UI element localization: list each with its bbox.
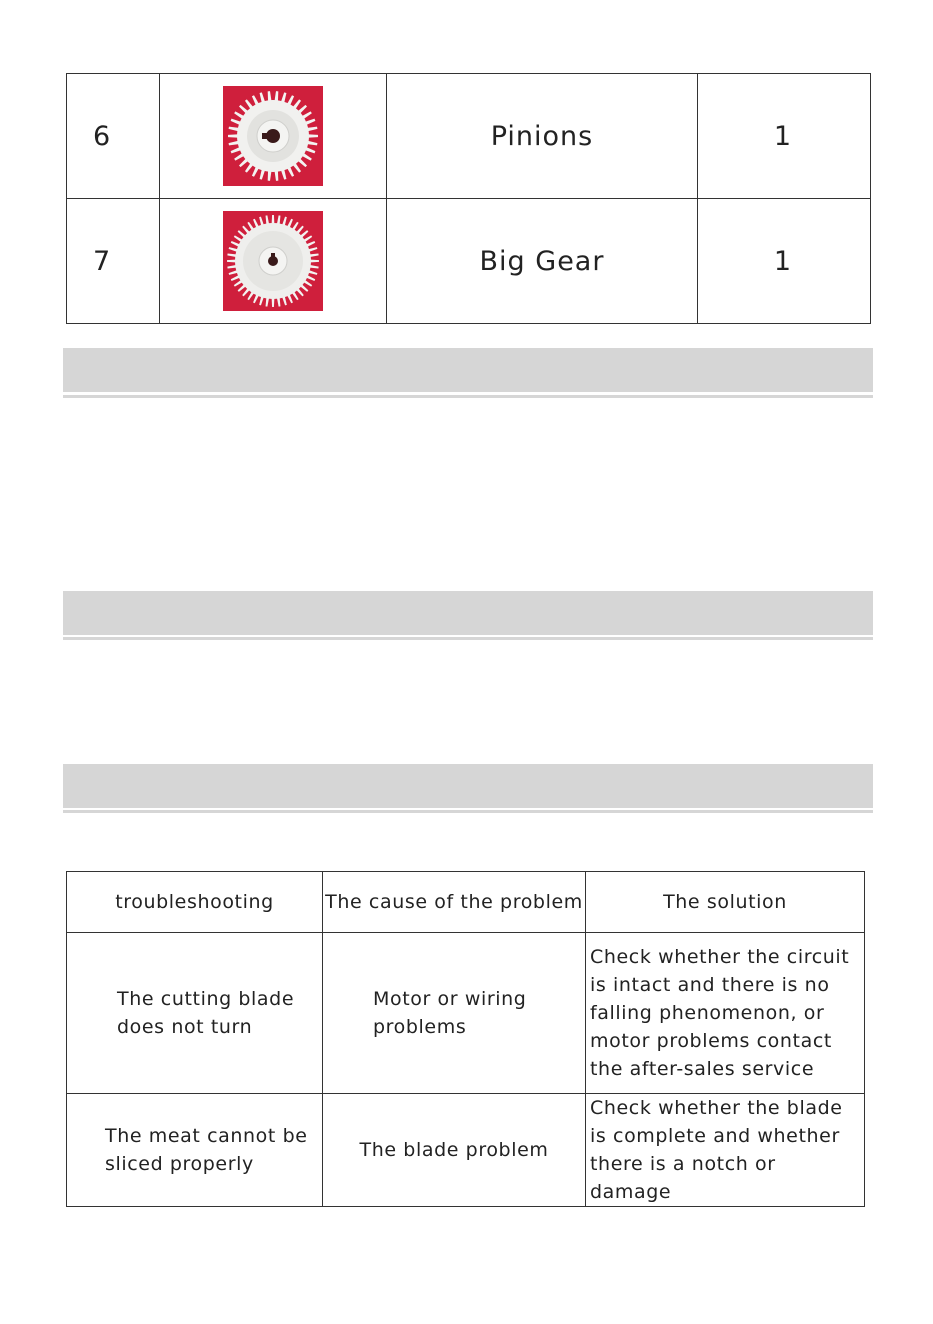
cause-text: Motor or wiring problems: [373, 988, 527, 1038]
part-quantity: 1: [698, 74, 871, 199]
table-row: [67, 74, 871, 199]
big-gear-icon: [223, 211, 323, 311]
cause-text: The blade problem: [359, 1139, 549, 1161]
table-row: [67, 1094, 865, 1207]
table-row: [67, 933, 865, 1094]
solution-cell: [586, 933, 865, 1094]
table-row: [67, 199, 871, 324]
section-divider: [63, 810, 873, 813]
cause-cell: [323, 1094, 586, 1207]
table-header-row: [67, 872, 865, 933]
problem-text: The meat cannot be sliced properly: [105, 1125, 308, 1175]
section-divider: [63, 395, 873, 398]
cause-cell: [323, 933, 586, 1094]
part-name: Pinions: [387, 74, 698, 199]
part-number: 6: [67, 74, 160, 199]
pinion-gear-icon: [223, 86, 323, 186]
section-header-bar: [63, 348, 873, 392]
column-header-solution: The solution: [586, 872, 865, 933]
solution-text: Check whether the circuit is intact and there is no falling phenomenon, or motor problems contact the after-sales service: [590, 946, 850, 1080]
part-name: Big Gear: [387, 199, 698, 324]
problem-text: The cutting blade does not turn: [117, 988, 295, 1038]
section-header-bar: [63, 591, 873, 635]
part-image-cell: [160, 74, 387, 199]
troubleshooting-table: [66, 871, 865, 1207]
section-header-bar: [63, 764, 873, 808]
column-header-cause: The cause of the problem: [323, 872, 586, 933]
part-quantity: 1: [698, 199, 871, 324]
part-number: 7: [67, 199, 160, 324]
part-image-cell: [160, 199, 387, 324]
solution-text: Check whether the blade is complete and whether there is a notch or damage: [590, 1097, 843, 1203]
section-divider: [63, 637, 873, 640]
column-header-troubleshooting: troubleshooting: [67, 872, 323, 933]
problem-cell: [67, 933, 323, 1094]
solution-cell: [586, 1094, 865, 1207]
problem-cell: [67, 1094, 323, 1207]
parts-table: [66, 73, 871, 324]
